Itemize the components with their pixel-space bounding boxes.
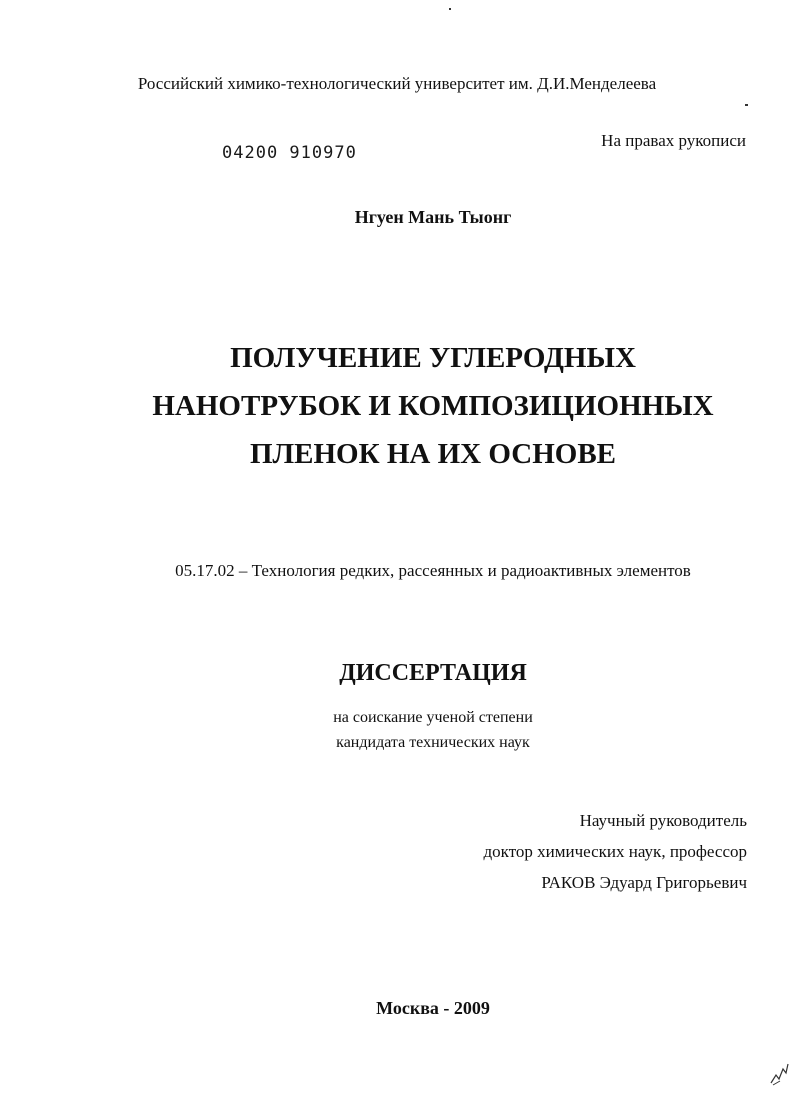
supervisor-role: Научный руководитель <box>579 811 747 830</box>
scan-speck <box>449 8 451 10</box>
supervisor-block <box>484 805 747 898</box>
supervisor-name: РАКОВ Эдуард Григорьевич <box>541 873 747 892</box>
city-year: Москва - 2009 <box>376 998 490 1018</box>
degree-description <box>0 705 794 755</box>
title-line: ПЛЕНОК НА ИХ ОСНОВЕ <box>249 438 617 470</box>
manuscript-rights-note: На правах рукописи <box>601 131 746 150</box>
dissertation-title <box>0 334 794 478</box>
title-line: НАНОТРУБОК И КОМПОЗИЦИОННЫХ <box>152 390 714 422</box>
supervisor-degree: доктор химических наук, профессор <box>483 842 747 861</box>
degree-line: на соискание ученой степени <box>333 709 533 726</box>
handwritten-mark-icon <box>768 1061 790 1087</box>
degree-line: кандидата технических наук <box>336 734 530 751</box>
document-type-heading: ДИССЕРТАЦИЯ <box>339 660 527 686</box>
university-name: Российский химико-технологический университет им. Д.И.Менделеева <box>137 74 657 93</box>
title-line: ПОЛУЧЕНИЕ УГЛЕРОДНЫХ <box>230 342 636 374</box>
scan-speck <box>745 104 748 106</box>
library-stamp-number: 04200 910970 <box>222 143 357 163</box>
author-name: Нгуен Мань Тыонг <box>354 207 512 227</box>
specialty-code: 05.17.02 – Технология редких, рассеянных и радиоактивных элементов <box>175 561 691 580</box>
